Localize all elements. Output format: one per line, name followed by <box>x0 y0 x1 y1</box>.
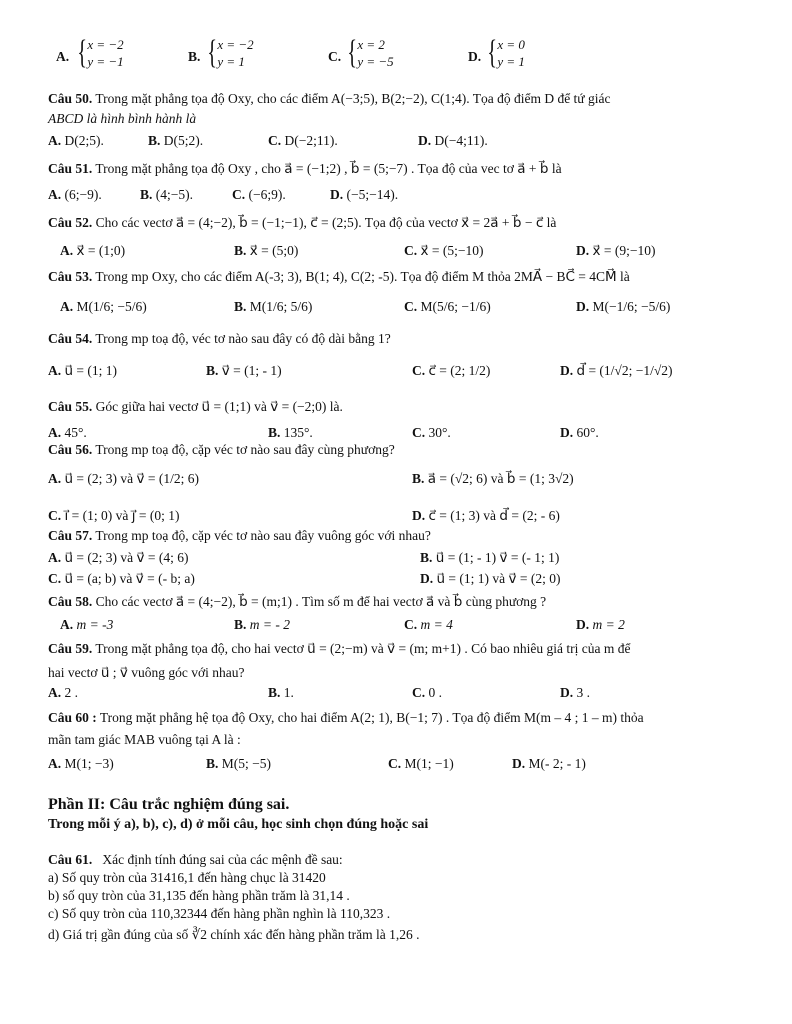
q54-option-d: d⃗ = (1/√2; −1/√2) <box>576 363 673 378</box>
question-60-cont <box>48 731 744 749</box>
question-text-cont: mãn tam giác MAB vuông tại A là : <box>48 732 241 747</box>
question-text: Trong mp toạ độ, véc tơ nào sau đây có độ dài bằng 1? <box>95 331 391 346</box>
q57-option-d: u⃗ = (1; 1) và v⃗ = (2; 0) <box>436 571 561 586</box>
q56-option-b: a⃗ = (√2; 6) và b⃗ = (1; 3√2) <box>427 471 574 486</box>
question-58 <box>48 593 744 611</box>
q49-options <box>48 36 744 80</box>
q53-option-b: M(1/6; 5/6) <box>249 299 313 314</box>
question-50-cont <box>48 110 744 128</box>
section-subtitle: Trong mỗi ý a), b), c), d) ở mỗi câu, học sinh chọn đúng hoặc sai <box>48 817 429 832</box>
q51-option-b: (4;−5). <box>155 187 193 202</box>
question-text: Trong mặt phẳng hệ tọa độ Oxy, cho hai điểm A(2; 1), B(−1; 7) . Tọa độ điểm M(m – 4 ; 1 – m) thỏa <box>99 710 644 725</box>
q61-statement-b: b) số quy tròn của 31,135 đến hàng phần trăm là 31,14 . <box>48 888 350 903</box>
q56-option-a: u⃗ = (2; 3) và v⃗ = (1/2; 6) <box>64 471 199 486</box>
section-title: Phần II: Câu trắc nghiệm đúng sai. <box>48 796 290 813</box>
q49-option-b: { x = −2 y = 1 <box>207 34 254 71</box>
q49-option-c: { x = 2 y = −5 <box>347 34 394 71</box>
q55-option-c: 30°. <box>428 425 451 440</box>
question-51 <box>48 160 744 178</box>
q57-options-cd: C. u⃗ = (a; b) và v⃗ = (- b; a) D. u⃗ = (1; 1) và v⃗ = (2; 0) <box>48 571 561 586</box>
question-50 <box>48 90 744 108</box>
q52-option-b: x⃗ = (5;0) <box>249 243 299 258</box>
q59-option-d: 3 . <box>576 685 590 700</box>
question-text: Trong mặt phẳng tọa độ Oxy, cho các điểm A(−3;5), B(2;−2), C(1;4). Tọa độ điểm D để tứ giác <box>95 91 611 106</box>
q54-options: A. u⃗ = (1; 1) B. v⃗ = (1; - 1) C. c⃗ = (2; 1/2) D. d⃗ = (1/√2; −1/√2) <box>48 363 673 378</box>
question-number: Câu 51. <box>48 161 93 176</box>
question-text: Trong mp toạ độ, cặp véc tơ nào sau đây cùng phương? <box>95 442 395 457</box>
q51-options: A. (6;−9). B. (4;−5). C. (−6;9). D. (−5;−14). <box>48 187 399 202</box>
q54-option-b: v⃗ = (1; - 1) <box>221 363 282 378</box>
question-number: Câu 54. <box>48 331 93 346</box>
question-number: Câu 60 : <box>48 710 97 725</box>
question-53 <box>48 268 744 286</box>
q60-options: A. M(1; −3) B. M(5; −5) C. M(1; −1) D. M(- 2; - 1) <box>48 756 586 771</box>
q60-option-c: M(1; −1) <box>404 756 454 771</box>
q54-option-a: u⃗ = (1; 1) <box>64 363 118 378</box>
q52-option-d: x⃗ = (9;−10) <box>592 243 656 258</box>
question-text: Trong mp Oxy, cho các điểm A(-3; 3), B(1; 4), C(2; -5). Tọa độ điểm M thỏa 2MA⃗ − BC⃗ = 4CM⃗ là <box>95 269 630 284</box>
option-label: C. <box>328 49 342 64</box>
q57-options-ab: A. u⃗ = (2; 3) và v⃗ = (4; 6) B. u⃗ = (1; - 1) v⃗ = (- 1; 1) <box>48 550 560 565</box>
q60-option-a: M(1; −3) <box>64 756 114 771</box>
q49-option-a: { x = −2 y = −1 <box>77 34 124 71</box>
question-number: Câu 50. <box>48 91 93 106</box>
question-text-cont: ABCD là hình bình hành là <box>48 111 197 126</box>
question-number: Câu 55. <box>48 399 93 414</box>
q61-statement-c: c) Số quy tròn của 110,32344 đến hàng phần nghìn là 110,323 . <box>48 906 391 921</box>
q57-option-c: u⃗ = (a; b) và v⃗ = (- b; a) <box>64 571 195 586</box>
q58-options: A. m = -3 B. m = - 2 C. m = 4 D. m = 2 <box>60 617 625 632</box>
q56-option-c: i⃗ = (1; 0) và j⃗ = (0; 1) <box>64 508 180 523</box>
question-57 <box>48 527 744 545</box>
q53-options: A. M(1/6; −5/6) B. M(1/6; 5/6) C. M(5/6; −1/6) D. M(−1/6; −5/6) <box>60 299 671 314</box>
q51-option-c: (−6;9). <box>248 187 286 202</box>
question-text: Cho các vectơ a⃗ = (4;−2), b⃗ = (−1;−1), c⃗ = (2;5). Tọa độ của vectơ x⃗ = 2a⃗ + b⃗ − c⃗ là <box>95 215 557 230</box>
q59-option-a: 2 . <box>64 685 78 700</box>
question-number: Câu 58. <box>48 594 93 609</box>
q58-option-a: m = -3 <box>76 617 114 632</box>
q50-options: A. D(2;5). B. D(5;2). C. D(−2;11). D. D(−4;11). <box>48 133 488 148</box>
q61-statement-d: d) Giá trị gần đúng của số ∛2 chính xác đến hàng phần trăm là 1,26 . <box>48 927 420 942</box>
q59-option-b: 1. <box>283 685 294 700</box>
q55-option-b: 135°. <box>283 425 313 440</box>
q54-option-c: c⃗ = (2; 1/2) <box>428 363 491 378</box>
q51-option-a: (6;−9). <box>64 187 102 202</box>
q53-option-c: M(5/6; −1/6) <box>420 299 491 314</box>
q58-option-d: m = 2 <box>592 617 625 632</box>
question-text: Cho các vectơ a⃗ = (4;−2), b⃗ = (m;1) . Tìm số m để hai vectơ a⃗ và b⃗ cùng phương ? <box>95 594 547 609</box>
question-number: Câu 53. <box>48 269 93 284</box>
q51-option-d: (−5;−14). <box>346 187 399 202</box>
q53-option-d: M(−1/6; −5/6) <box>592 299 671 314</box>
q50-option-b: D(5;2). <box>163 133 204 148</box>
question-text: Trong mặt phẳng tọa độ Oxy , cho a⃗ = (−1;2) , b⃗ = (5;−7) . Tọa độ của vec tơ a⃗ + b⃗ là <box>95 161 562 176</box>
q56-option-d: c⃗ = (1; 3) và d⃗ = (2; - 6) <box>428 508 560 523</box>
option-label: B. <box>188 49 201 64</box>
q52-option-c: x⃗ = (5;−10) <box>420 243 484 258</box>
question-number: Câu 56. <box>48 442 93 457</box>
q61-statement-a: a) Số quy tròn của 31416,1 đến hàng chục là 31420 <box>48 870 326 885</box>
question-56 <box>48 441 744 459</box>
q52-option-a: x⃗ = (1;0) <box>76 243 126 258</box>
q57-option-a: u⃗ = (2; 3) và v⃗ = (4; 6) <box>64 550 189 565</box>
q49-option-d: { x = 0 y = 1 <box>487 34 525 71</box>
q58-option-c: m = 4 <box>420 617 453 632</box>
q50-option-c: D(−2;11). <box>284 133 338 148</box>
q55-options: A. 45°. B. 135°. C. 30°. D. 60°. <box>48 425 599 440</box>
q55-option-d: 60°. <box>576 425 599 440</box>
question-60 <box>48 709 744 727</box>
q56-options-ab: A. u⃗ = (2; 3) và v⃗ = (1/2; 6) B. a⃗ = (√2; 6) và b⃗ = (1; 3√2) <box>48 471 574 486</box>
q56-options-cd: C. i⃗ = (1; 0) và j⃗ = (0; 1) D. c⃗ = (1; 3) và d⃗ = (2; - 6) <box>48 508 560 523</box>
question-text-cont: hai vectơ u⃗ ; v⃗ vuông góc với nhau? <box>48 665 245 680</box>
question-number: Câu 52. <box>48 215 93 230</box>
question-54 <box>48 330 744 348</box>
question-number: Câu 59. <box>48 641 93 656</box>
q60-option-b: M(5; −5) <box>221 756 271 771</box>
question-59 <box>48 640 744 658</box>
q60-option-d: M(- 2; - 1) <box>528 756 586 771</box>
q52-options: A. x⃗ = (1;0) B. x⃗ = (5;0) C. x⃗ = (5;−10) D. x⃗ = (9;−10) <box>60 243 656 258</box>
q50-option-a: D(2;5). <box>64 133 104 148</box>
q58-option-b: m = - 2 <box>249 617 290 632</box>
q50-option-d: D(−4;11). <box>434 133 488 148</box>
question-52 <box>48 214 744 232</box>
question-55 <box>48 398 744 416</box>
q55-option-a: 45°. <box>64 425 87 440</box>
question-text: Góc giữa hai vectơ u⃗ = (1;1) và v⃗ = (−2;0) là. <box>95 399 343 414</box>
q57-option-b: u⃗ = (1; - 1) v⃗ = (- 1; 1) <box>435 550 560 565</box>
option-label: D. <box>468 49 482 64</box>
q59-option-c: 0 . <box>428 685 442 700</box>
q53-option-a: M(1/6; −5/6) <box>76 299 147 314</box>
question-text: Trong mp toạ độ, cặp véc tơ nào sau đây vuông góc với nhau? <box>95 528 431 543</box>
question-number: Câu 57. <box>48 528 93 543</box>
question-text: Trong mặt phẳng tọa độ, cho hai vectơ u⃗ = (2;−m) và v⃗ = (m; m+1) . Có bao nhiêu giá trị của m để <box>95 641 631 656</box>
question-61 <box>48 851 744 869</box>
question-59-cont <box>48 664 744 682</box>
question-text: Xác định tính đúng sai của các mệnh đề sau: <box>102 852 343 867</box>
option-label: A. <box>56 49 70 64</box>
q59-options: A. 2 . B. 1. C. 0 . D. 3 . <box>48 685 590 700</box>
question-number: Câu 61. <box>48 852 93 867</box>
